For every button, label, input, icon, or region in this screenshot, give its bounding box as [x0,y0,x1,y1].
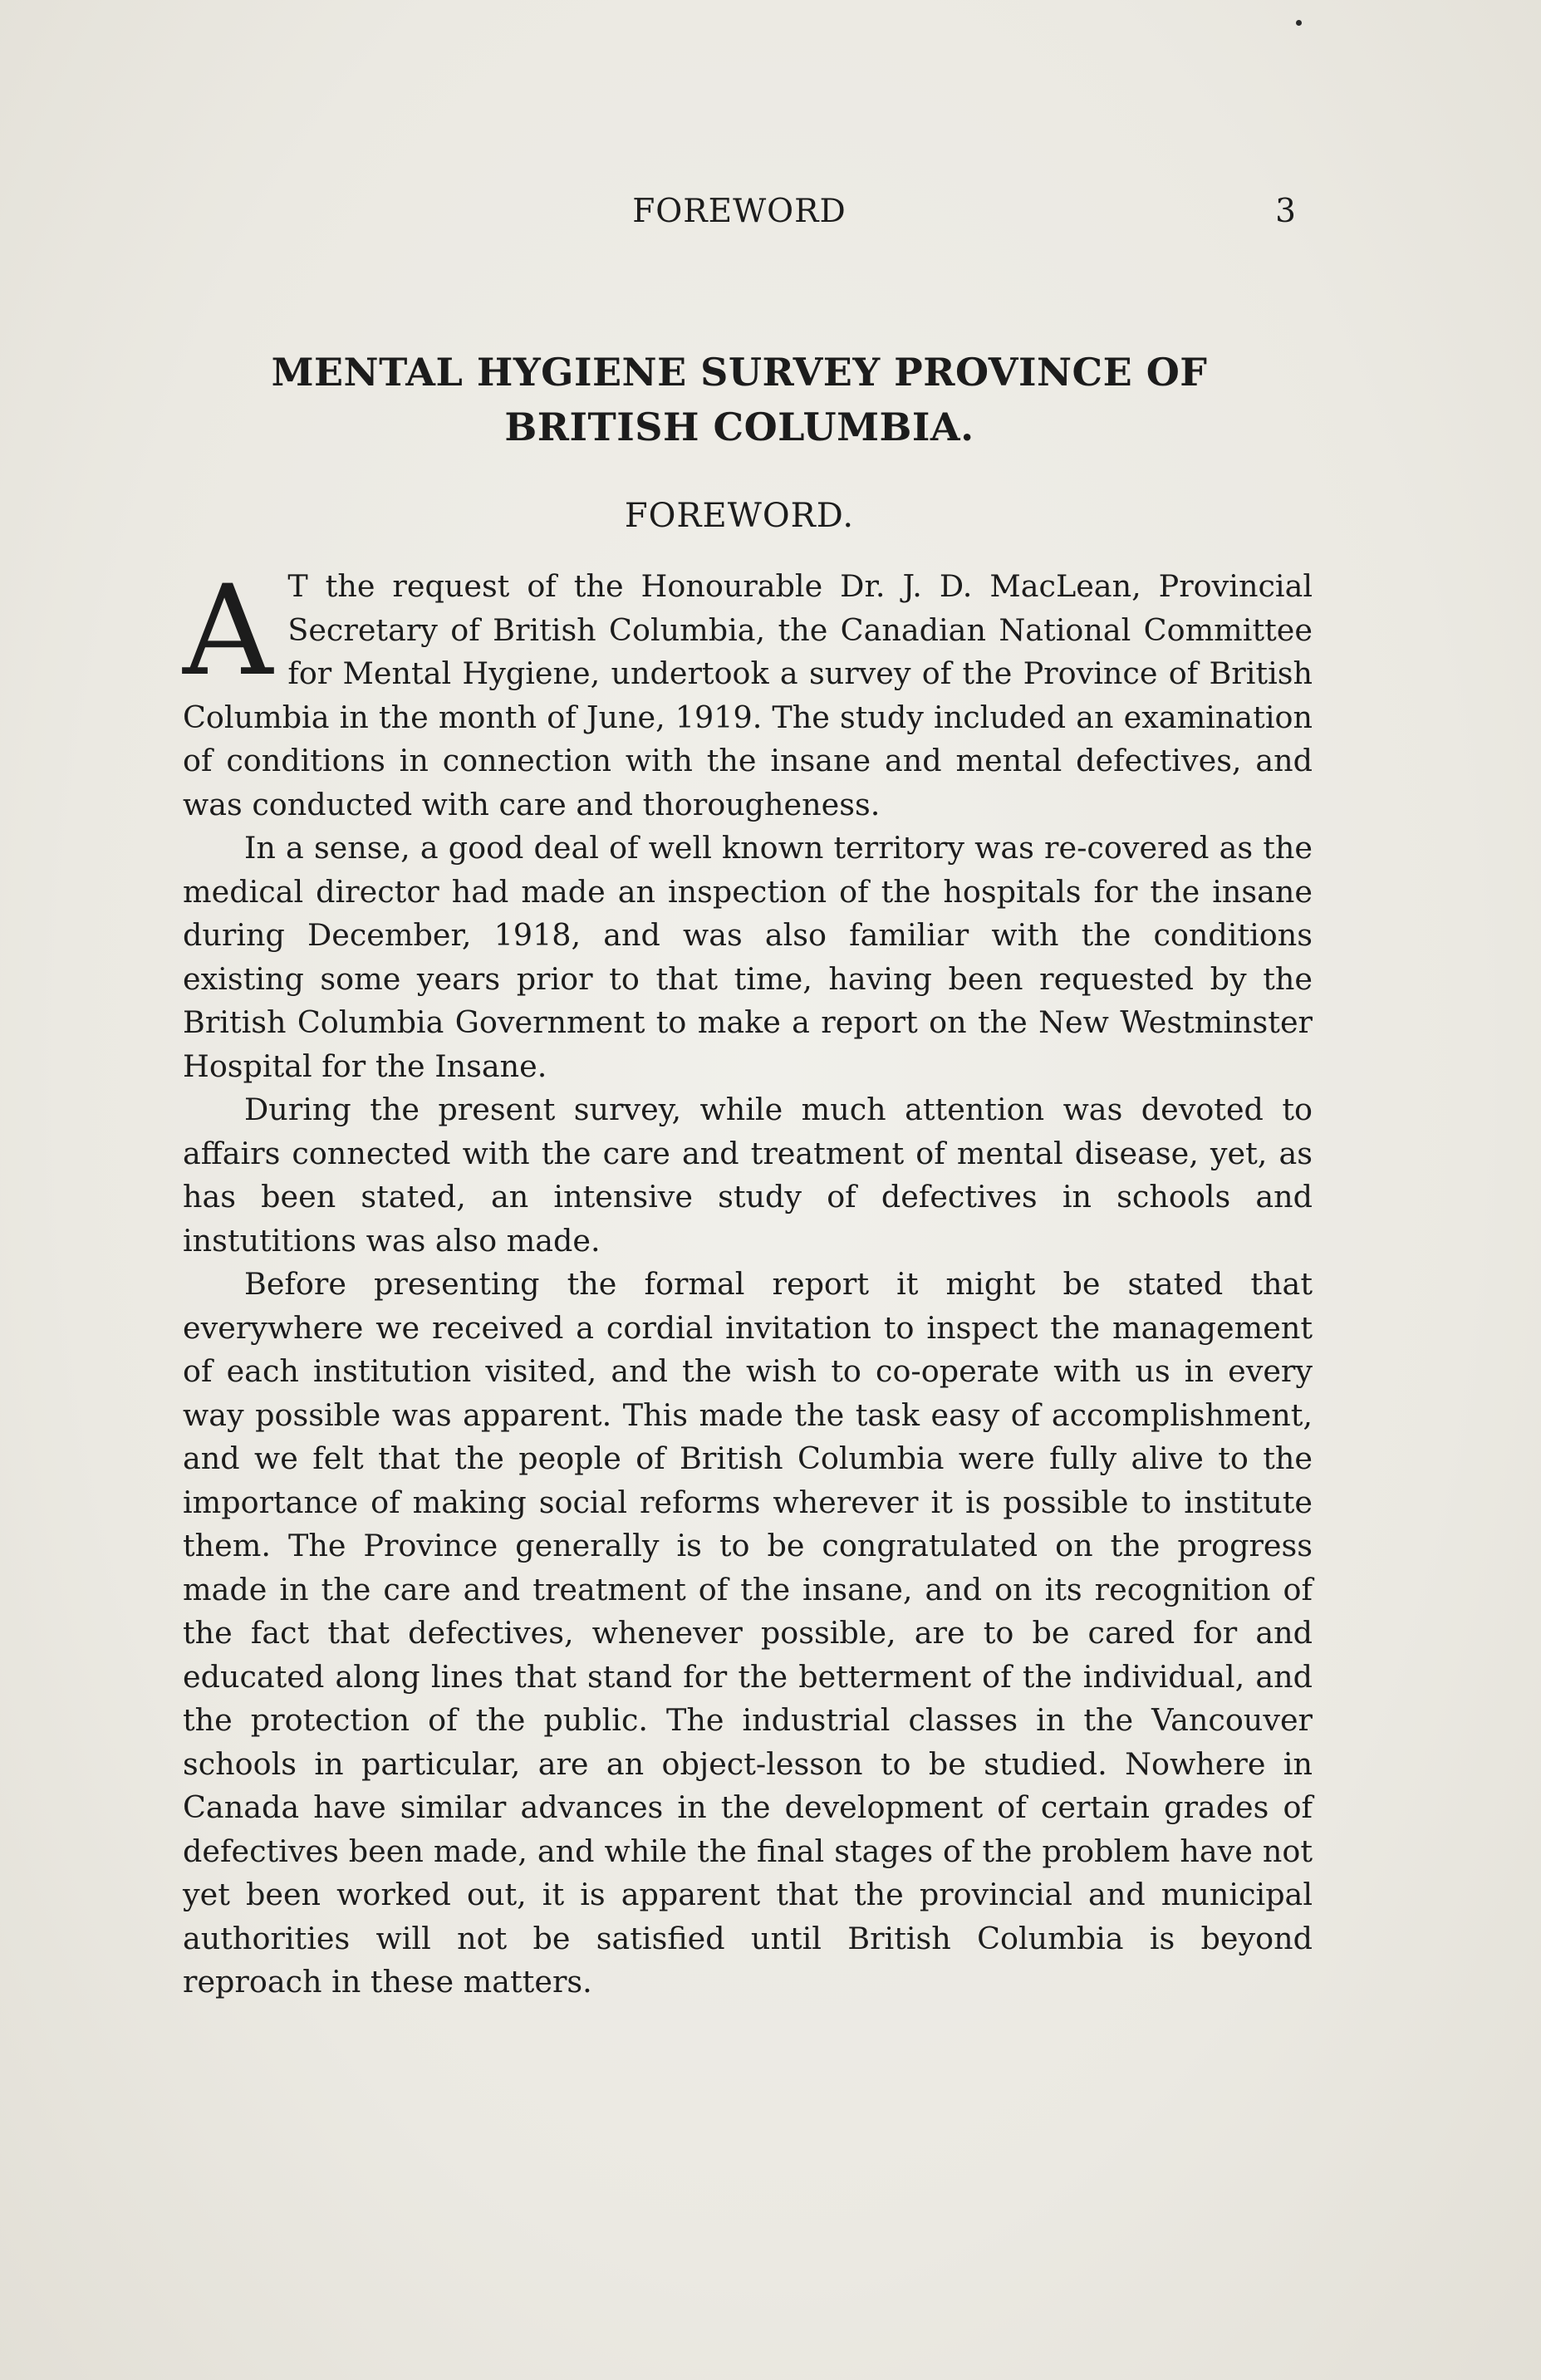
paragraph-3: During the present survey, while much attention was devoted to affairs connected with the care and treatment of mental disease, yet, as has been stated, an intensive study of defectives in schools and instutitions was also made. [183,1092,1313,1259]
page-number: 3 [1275,193,1296,230]
page-title-line-2: BRITISH COLUMBIA. [504,405,974,449]
page-title [183,345,1296,454]
paragraph-4: Before presenting the formal report it might be stated that everywhere we received a cordial invitation to inspect the management of each institution visited, and the wish to co-operate with us in every way possible was apparent. This made the task easy of accomplishment, and we felt that the people of British Columbia were fully alive to the importance of making social reforms wherever it is possible to institute them. The Province generally is to be congratulated on the progress made in the care and treatment of the insane, and on its recognition of the fact that defectives, whenever possible, are to be cared for and educated along lines that stand for the betterment of the individual, and the protection of the public. The industrial classes in the Vancouver schools in particular, are an object-lesson to be studied. Nowhere in Canada have similar advances in the development of certain grades of defectives been made, and while the final stages of the problem have not yet been worked out, it is apparent that the provincial and municipal authorities will not be satisfied until British Columbia is beyond reproach in these matters. [183,1266,1313,2000]
paragraph-1-text: T the request of the Honourable Dr. J. D. MacLean, Provincial Secretary of British Columbia, the Canadian National Committee for Mental Hygiene, undertook a survey of the Province of British Columbia in the month of June, 1919. The study included an examination of conditions in connection with the insane and mental defectives, and was conducted with care and thorougheness. [183,568,1313,822]
drop-cap: A [183,559,273,704]
body-text [183,559,1313,2005]
page-title-line-1: MENTAL HYGIENE SURVEY PROVINCE OF [271,350,1208,395]
paragraph-2: In a sense, a good deal of well known territory was re-covered as the medical director had made an inspection of the hospitals for the insane during December, 1918, and was also familiar with the conditions existing some years prior to that time, having been requested by the British Columbia Government to make a report on the New Westminster Hospital for the Insane. [183,830,1313,1084]
section-heading: FOREWORD. [624,497,855,535]
paragraph-1 [183,559,1313,827]
running-head-title: FOREWORD [632,193,847,230]
ink-speck [1296,20,1302,26]
running-head [183,193,1296,234]
